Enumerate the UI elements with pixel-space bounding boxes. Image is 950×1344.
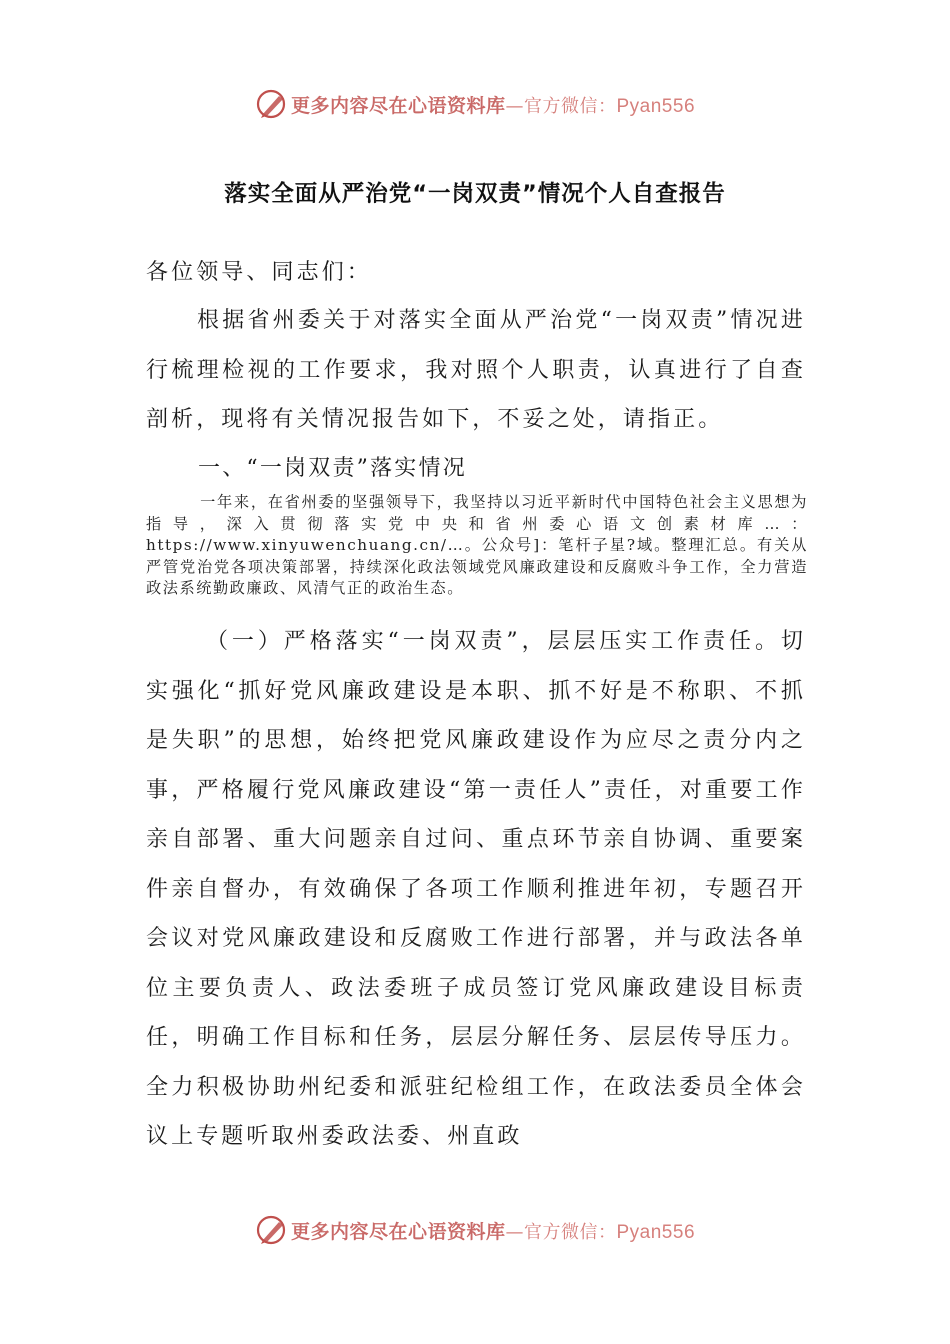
pen-logo-icon [255, 87, 289, 121]
watermark-text: 更多内容尽在心语资料库—官方微信：Pyan556 [290, 1220, 696, 1243]
greeting: 各位领导、同志们： [146, 260, 372, 285]
watermark-banner-top [0, 84, 950, 124]
subsection-body: 切实强化“抓好党风廉政建设是本职、抓不好是不称职、不抓是失职”的思想，始终把党风廉政建设作为应尽之责分内之事，严格履行党风廉政建设“第一责任人”责任，对重要工作亲自部署、重大问题亲自过问、重点环节亲自协调、重要案件亲自督办，有效确保了各项工作顺利推进年初，专题召开会议对党风廉政建设和反腐败工作进行部署，并与政法各单位主要负责人、政法委班子成员签订党风廉政建设目标责任，明确工作目标和任务，层层分解任务、层层传导压力。全力积极协助州纪委和派驻纪检组工作，在政法委员全体会议上专题听取州委政法委、州直政 [146, 629, 806, 1149]
section-small-paragraph [146, 492, 808, 600]
subsection-heading: （一）严格落实“一岗双责”，层层压实工作责任。 [206, 629, 781, 654]
section-heading: 一、“一岗双责”落实情况 [198, 456, 467, 481]
pen-logo-icon [255, 1213, 289, 1247]
watermark-banner-bottom [0, 1210, 950, 1250]
intro-paragraph: 根据省州委关于对落实全面从严治党“一岗双责”情况进行梳理检视的工作要求，我对照个人职责，认真进行了自查剖析，现将有关情况报告如下，不妥之处，请指正。 [146, 308, 806, 432]
watermark-text: 更多内容尽在心语资料库—官方微信：Pyan556 [290, 94, 696, 117]
section-small-text: 一年来，在省州委的坚强领导下，我坚持以习近平新时代中国特色社会主义思想为指导，深入贯彻落实党中央和省州委心语文创素材库…：https://www.xinyuwenchuang.cn/…。公众号]：笔杆子星?域。整理汇总。有关从严管党治党各项决策部署，持续深化政法领域党风廉政建设和反腐败斗争工作，全力营造政法系统勤政廉政、风清气正的政治生态。 [146, 493, 808, 598]
subsection-paragraph [146, 617, 806, 1162]
document-title: 落实全面从严治党“一岗双责”情况个人自查报告 [224, 181, 726, 207]
